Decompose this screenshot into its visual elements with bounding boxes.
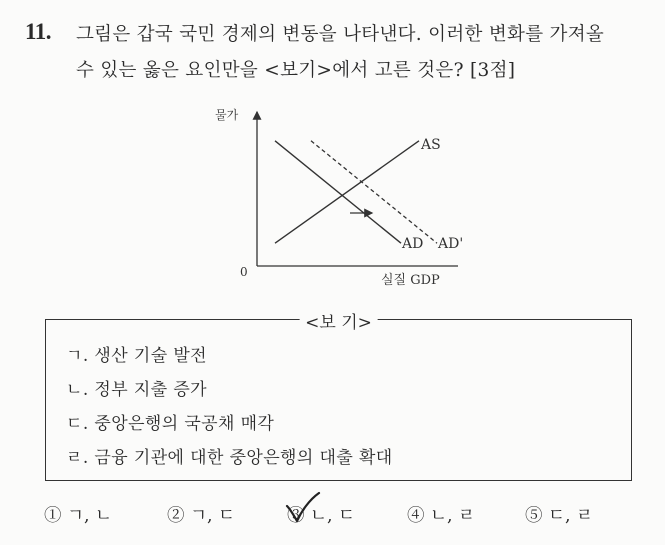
ad-prime-label: AD'	[438, 236, 464, 253]
question-number: 11.	[25, 19, 51, 44]
ad-prime-curve	[311, 141, 437, 243]
choice-1[interactable]: ① ㄱ, ㄴ	[44, 506, 112, 526]
bogi-box	[45, 313, 632, 481]
choice-4[interactable]: ④ ㄴ, ㄹ	[407, 506, 475, 526]
handwritten-check-mark-icon	[283, 490, 323, 526]
as-curve	[275, 141, 419, 243]
bogi-title: <보 기>	[299, 308, 378, 333]
choice-2[interactable]: ② ㄱ, ㄷ	[167, 506, 235, 526]
choice-3[interactable]: ③ ㄴ, ㄷ	[287, 506, 355, 526]
bogi-item-3: ㄷ. 중앙은행의 국공채 매각	[66, 414, 275, 434]
ad-as-chart	[200, 100, 464, 290]
y-axis-label: 물가	[215, 108, 239, 122]
question-text-line2: 수 있는 옳은 요인만을 <보기>에서 고른 것은? [3점]	[76, 60, 516, 81]
ad-label: AD	[402, 236, 424, 253]
bogi-item-4: ㄹ. 금융 기관에 대한 중앙은행의 대출 확대	[66, 448, 393, 468]
x-axis-label: 실질 GDP	[381, 273, 440, 288]
choice-5[interactable]: ⑤ ㄷ, ㄹ	[525, 506, 593, 526]
origin-label: 0	[240, 265, 248, 279]
question-text-line1: 그림은 갑국 국민 경제의 변동을 나타낸다. 이러한 변화를 가져올	[76, 24, 605, 45]
ad-curve	[275, 141, 401, 243]
bogi-item-2: ㄴ. 정부 지출 증가	[66, 380, 207, 400]
as-label: AS	[421, 136, 441, 153]
bogi-item-1: ㄱ. 생산 기술 발전	[66, 346, 207, 366]
